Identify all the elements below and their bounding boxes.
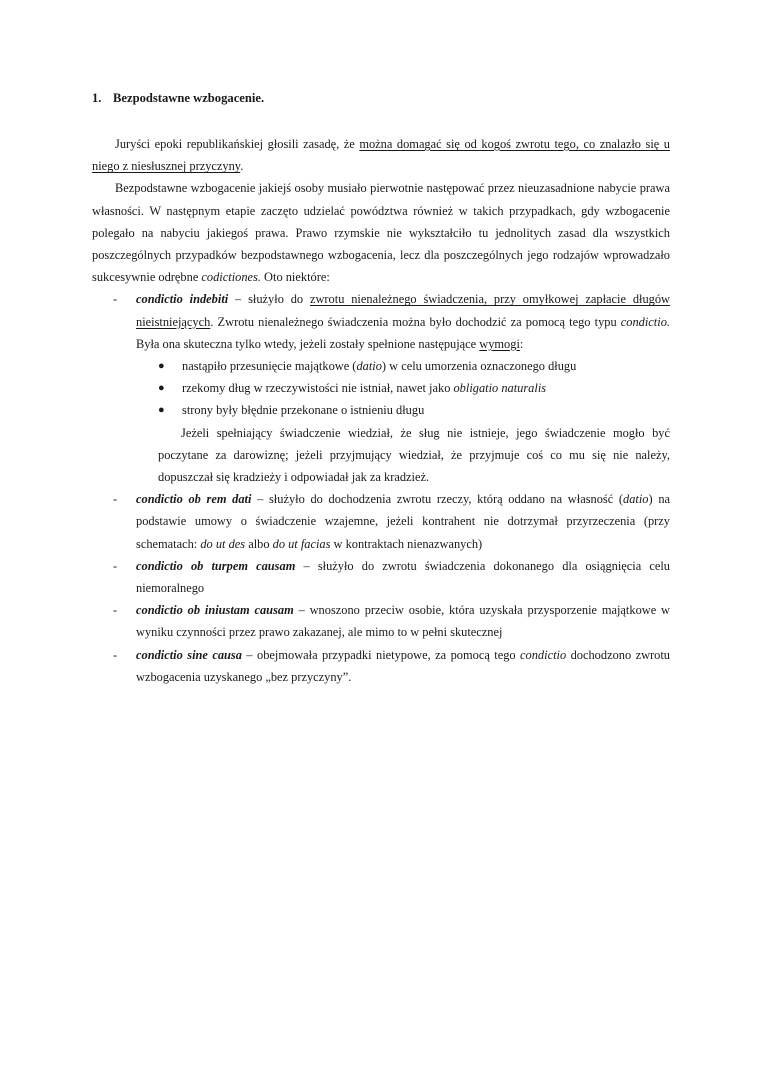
list-item-text bbox=[136, 288, 670, 355]
italic-term: do ut facias bbox=[272, 536, 331, 551]
list-item-condictio-sine-causa bbox=[92, 644, 670, 688]
text-run: nastąpiło przesunięcie majątkowe ( bbox=[182, 359, 357, 374]
text-run: : bbox=[519, 336, 524, 351]
text-run: . bbox=[240, 159, 244, 174]
list-item-text bbox=[136, 644, 670, 688]
text-run: Oto niektóre: bbox=[260, 270, 330, 285]
requirement-item bbox=[136, 377, 670, 399]
italic-term: condictio bbox=[520, 647, 567, 662]
list-dash: - bbox=[113, 292, 118, 307]
list-dash: - bbox=[113, 558, 118, 573]
requirement-item bbox=[136, 355, 670, 377]
list-item-condictio-indebiti bbox=[92, 288, 670, 488]
term-label: condictio ob turpem causam bbox=[136, 558, 296, 573]
list-dash: - bbox=[113, 603, 118, 618]
section-heading bbox=[92, 91, 264, 106]
underlined-principle: można domagać się od kogoś zwrotu tego, co znalazło się u niego z niesłusznej przyczyny bbox=[92, 137, 670, 174]
text-run: w kontraktach nienazwanych) bbox=[330, 536, 483, 551]
list-item-text bbox=[136, 555, 670, 599]
text-run: – służyło do dochodzenia zwrotu rzeczy, którą oddano na własność ( bbox=[251, 492, 624, 507]
text-run: dochodzono zwrotu wzbogacenia uzyskanego „bez przyczyny”. bbox=[136, 647, 671, 684]
text-run: Bezpodstawne wzbogacenie jakiejś osoby musiało pierwotnie następować przez nieuzasadnione nabycie prawa własności. W następnym etapie zaczęto udzielać powództwa również w takich przypadkach, gdy wzbogacenie polegało na nabyciu jakiegoś prawa. Prawo rzymskie nie wykształciło tu jednolitych zasad dla wszystkich poszczególnych przypadków bezpodstawnego wzbogacenia, lecz dla poszczególnych jego rodzajów wprowadzało sukcesywnie odrębne bbox=[92, 181, 670, 285]
italic-term: do ut des bbox=[200, 536, 246, 551]
section-number: 1. bbox=[92, 91, 102, 105]
list-item-text bbox=[136, 599, 670, 643]
list-item-condictio-ob-rem-dati bbox=[92, 488, 670, 555]
text-run: – służyło do bbox=[228, 292, 310, 307]
list-item-condictio-ob-iniustam-causam bbox=[92, 599, 670, 643]
text-run: strony były błędnie przekonane o istnieniu długu bbox=[182, 403, 425, 418]
italic-term: condictio. bbox=[620, 314, 670, 329]
term-label: condictio indebiti bbox=[136, 292, 229, 307]
text-run: ) w celu umorzenia oznaczonego długu bbox=[381, 359, 577, 374]
paragraph-intro bbox=[92, 133, 670, 177]
list-dash: - bbox=[113, 647, 118, 662]
text-run: . Zwrotu nienależnego świadczenia można było dochodzić za pomocą tego typu bbox=[210, 314, 621, 329]
bullet-icon: ● bbox=[158, 360, 165, 373]
condictiones-list bbox=[92, 288, 670, 688]
document-body bbox=[92, 133, 670, 688]
italic-term: datio bbox=[623, 492, 649, 507]
bullet-icon: ● bbox=[158, 382, 165, 395]
requirements-list bbox=[136, 355, 670, 422]
italic-term: codictiones. bbox=[201, 270, 261, 285]
term-label: condictio ob rem dati bbox=[136, 492, 252, 507]
list-item-condictio-ob-turpem-causam bbox=[92, 555, 670, 599]
text-run: albo bbox=[245, 536, 273, 551]
text-run: – służyło do zwrotu świadczenia dokonanego dla osiągnięcia celu niemoralnego bbox=[136, 558, 670, 596]
section-title: Bezpodstawne wzbogacenie. bbox=[113, 91, 265, 105]
bullet-icon: ● bbox=[158, 404, 165, 417]
indebiti-note: Jeżeli spełniający świadczenie wiedział, że sług nie istnieje, jego świadczenie mogło być poczytane za darowiznę; jeżeli przyjmujący wiedział, że przyjmuje coś co mu się nie należy, dopuszczał się kradzieży i odpowiadał jak za kradzież. bbox=[158, 425, 670, 485]
text-run: rzekomy dług w rzeczywistości nie istniał, nawet jako bbox=[182, 381, 454, 396]
term-label: condictio ob iniustam causam bbox=[136, 603, 294, 618]
text-run: – obejmowała przypadki nietypowe, za pomocą tego bbox=[241, 647, 521, 662]
list-dash: - bbox=[113, 492, 118, 507]
italic-term: datio bbox=[356, 359, 382, 374]
italic-term: obligatio naturalis bbox=[453, 381, 547, 396]
requirement-item bbox=[136, 399, 670, 421]
underlined-phrase: zwrotu nienależnego świadczenia, przy omyłkowej zapłacie długów nieistniejących bbox=[136, 292, 670, 329]
text-run: Była ona skuteczna tylko wtedy, jeżeli zostały spełnione następujące bbox=[136, 336, 480, 351]
paragraph-history bbox=[92, 177, 670, 288]
text-run: ) na podstawie umowy o świadczenie wzajemne, jeżeli kontrahent nie dotrzymał przyrzeczenia (przy schematach: bbox=[136, 492, 671, 551]
list-item-text bbox=[136, 488, 670, 555]
text-run: Juryści epoki republikańskiej głosili zasadę, że bbox=[115, 137, 360, 151]
underlined-phrase: wymogi bbox=[479, 336, 520, 351]
term-label: condictio sine causa bbox=[136, 647, 242, 662]
text-run: – wnoszono przeciw osobie, która uzyskała przysporzenie majątkowe w wyniku czynności przez prawo zakazanej, ale mimo to w pełni skutecznej bbox=[136, 603, 671, 640]
